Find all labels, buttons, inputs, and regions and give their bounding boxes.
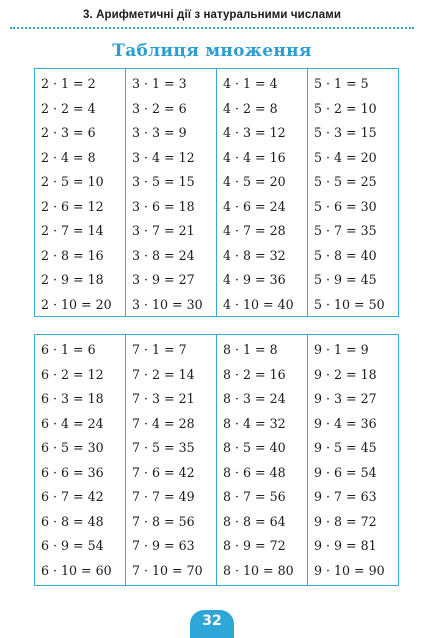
table-cell: 3 · 3 = 9: [132, 125, 187, 140]
table-cell: 9 · 8 = 72: [314, 513, 377, 529]
table-cell: 4 · 2 = 8: [223, 100, 278, 116]
table-cell: 3 · 4 = 12: [132, 149, 195, 165]
table-column: [35, 69, 126, 316]
table-cell: 5 · 2 = 10: [314, 100, 377, 116]
multiplication-table-2-5: [34, 68, 399, 317]
table-column: [126, 69, 217, 316]
table-cell: 5 · 4 = 20: [314, 149, 377, 165]
dotted-divider: [10, 27, 414, 29]
table-cell: 7 · 7 = 49: [132, 489, 195, 504]
table-cell: 7 · 3 = 21: [132, 391, 195, 406]
table-cell: 2 · 7 = 14: [41, 223, 104, 238]
table-cell: 8 · 6 = 48: [223, 464, 286, 480]
table-column: [35, 335, 126, 585]
table-column: [308, 69, 398, 316]
table-cell: 5 · 8 = 40: [314, 247, 377, 263]
table-cell: 9 · 5 = 45: [314, 440, 377, 455]
page-title: Таблиця множення: [112, 41, 312, 61]
table-cell: 2 · 10 = 20: [41, 296, 112, 312]
table-cell: 8 · 4 = 32: [223, 415, 286, 431]
table-cell: 9 · 2 = 18: [314, 366, 377, 382]
page-number: 32: [202, 613, 222, 629]
table-cell: 5 · 6 = 30: [314, 198, 377, 214]
table-cell: 6 · 7 = 42: [41, 489, 104, 504]
table-cell: 6 · 9 = 54: [41, 538, 104, 553]
table-cell: 2 · 9 = 18: [41, 272, 104, 287]
table-cell: 4 · 5 = 20: [223, 174, 286, 189]
table-cell: 7 · 8 = 56: [132, 513, 195, 529]
table-cell: 2 · 3 = 6: [41, 125, 96, 140]
table-cell: 5 · 9 = 45: [314, 272, 377, 287]
table-cell: 3 · 10 = 30: [132, 296, 203, 312]
table-cell: 7 · 4 = 28: [132, 415, 195, 431]
table-cell: 5 · 10 = 50: [314, 296, 385, 312]
table-cell: 6 · 3 = 18: [41, 391, 104, 406]
table-cell: 6 · 5 = 30: [41, 440, 104, 455]
table-cell: 5 · 5 = 25: [314, 174, 377, 189]
table-cell: 4 · 9 = 36: [223, 272, 286, 287]
table-cell: 2 · 6 = 12: [41, 198, 104, 214]
table-cell: 4 · 10 = 40: [223, 296, 294, 312]
table-cell: 3 · 9 = 27: [132, 272, 195, 287]
table-cell: 2 · 2 = 4: [41, 100, 96, 116]
table-cell: 8 · 2 = 16: [223, 366, 286, 382]
table-cell: 8 · 10 = 80: [223, 562, 294, 578]
table-cell: 9 · 7 = 63: [314, 489, 377, 504]
table-cell: 6 · 4 = 24: [41, 415, 104, 431]
table-cell: 5 · 1 = 5: [314, 76, 369, 91]
table-cell: 3 · 7 = 21: [132, 223, 195, 238]
table-cell: 3 · 1 = 3: [132, 76, 187, 91]
table-cell: 2 · 1 = 2: [41, 76, 96, 91]
table-cell: 7 · 5 = 35: [132, 440, 195, 455]
table-cell: 6 · 2 = 12: [41, 366, 104, 382]
table-cell: 2 · 4 = 8: [41, 149, 96, 165]
table-cell: 8 · 9 = 72: [223, 538, 286, 553]
table-cell: 9 · 4 = 36: [314, 415, 377, 431]
table-column: [217, 335, 308, 585]
table-cell: 4 · 1 = 4: [223, 76, 278, 91]
table-cell: 3 · 6 = 18: [132, 198, 195, 214]
table-cell: 3 · 8 = 24: [132, 247, 195, 263]
table-cell: 8 · 5 = 40: [223, 440, 286, 455]
table-cell: 9 · 9 = 81: [314, 538, 377, 553]
table-cell: 2 · 8 = 16: [41, 247, 104, 263]
table-cell: 9 · 3 = 27: [314, 391, 377, 406]
table-cell: 7 · 2 = 14: [132, 366, 195, 382]
table-cell: 7 · 9 = 63: [132, 538, 195, 553]
table-cell: 7 · 1 = 7: [132, 342, 187, 357]
table-cell: 3 · 5 = 15: [132, 174, 195, 189]
table-cell: 6 · 8 = 48: [41, 513, 104, 529]
table-cell: 8 · 7 = 56: [223, 489, 286, 504]
table-cell: 5 · 3 = 15: [314, 125, 377, 140]
table-column: [308, 335, 398, 585]
table-cell: 4 · 3 = 12: [223, 125, 286, 140]
table-cell: 9 · 6 = 54: [314, 464, 377, 480]
table-cell: 6 · 6 = 36: [41, 464, 104, 480]
table-cell: 3 · 2 = 6: [132, 100, 187, 116]
table-cell: 4 · 4 = 16: [223, 149, 286, 165]
table-cell: 2 · 5 = 10: [41, 174, 104, 189]
table-cell: 7 · 10 = 70: [132, 562, 203, 578]
table-column: [126, 335, 217, 585]
table-cell: 7 · 6 = 42: [132, 464, 195, 480]
table-cell: 4 · 6 = 24: [223, 198, 286, 214]
section-header: 3. Арифметичні дії з натуральними числами: [82, 9, 341, 21]
table-cell: 4 · 8 = 32: [223, 247, 286, 263]
multiplication-table-6-9: [34, 334, 399, 586]
table-cell: 6 · 10 = 60: [41, 562, 112, 578]
table-cell: 8 · 3 = 24: [223, 391, 286, 406]
table-cell: 9 · 10 = 90: [314, 562, 385, 578]
table-cell: 8 · 8 = 64: [223, 513, 286, 529]
table-cell: 5 · 7 = 35: [314, 223, 377, 238]
table-cell: 9 · 1 = 9: [314, 342, 369, 357]
table-cell: 6 · 1 = 6: [41, 342, 96, 357]
table-cell: 4 · 7 = 28: [223, 223, 286, 238]
table-cell: 8 · 1 = 8: [223, 342, 278, 357]
table-column: [217, 69, 308, 316]
